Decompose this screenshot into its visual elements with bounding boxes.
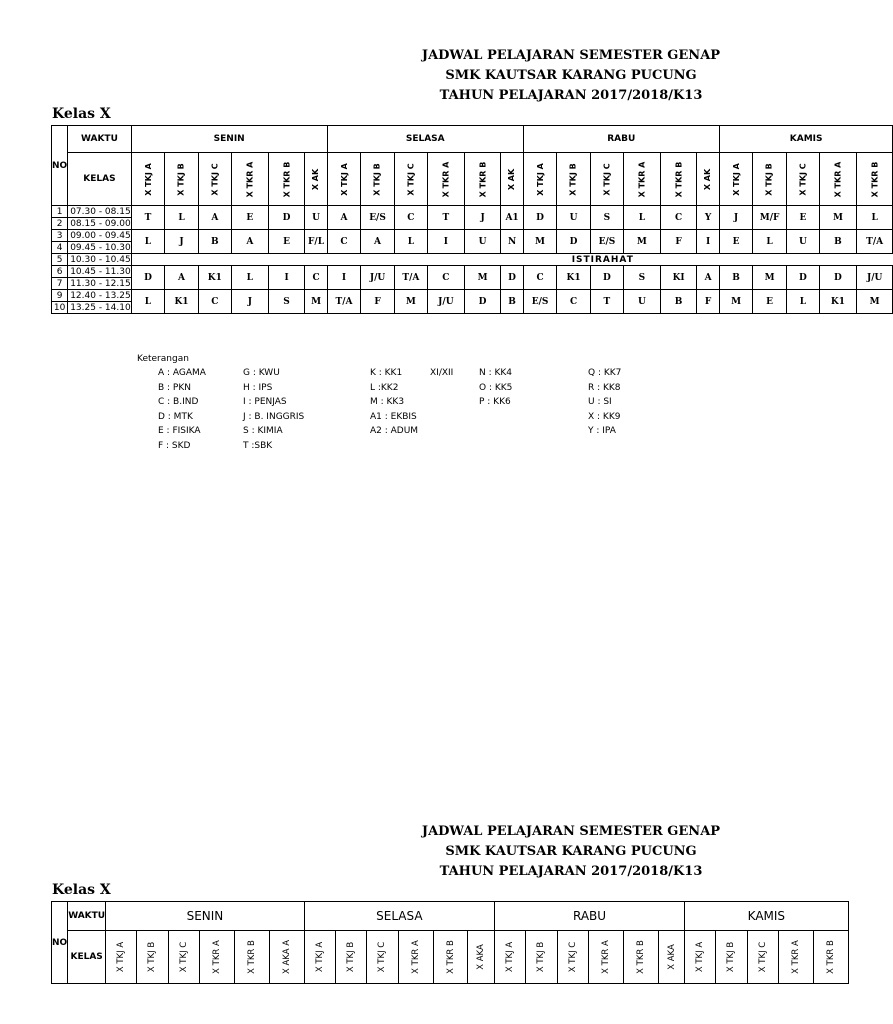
subject-cell: Y: [697, 206, 719, 230]
day-header-rabu: RABU: [494, 902, 684, 931]
class-header-label: X TKR A: [637, 161, 647, 197]
header-kelas: KELAS: [68, 153, 132, 206]
class-header-label: X AK: [311, 168, 321, 190]
subject-cell: K1: [165, 290, 198, 314]
subject-cell: M: [394, 290, 427, 314]
subject-cell: A: [165, 266, 198, 290]
class-header: [856, 153, 893, 206]
day-header-rabu: RABU: [523, 126, 719, 153]
class-header-label: X TKJ B: [536, 941, 547, 973]
row-no: 9: [52, 290, 68, 302]
subject-cell: J: [165, 230, 198, 254]
subject-cell: M: [820, 206, 857, 230]
class-header: [428, 153, 465, 206]
subject-cell: M: [523, 230, 557, 254]
class-header-label: X TKJ B: [346, 941, 357, 973]
legend-item: N : KK4: [479, 368, 513, 378]
subject-cell: E/S: [523, 290, 557, 314]
row-no: 2: [52, 218, 68, 230]
subject-cell: B: [660, 290, 697, 314]
legend-item: P : KK6: [479, 397, 511, 407]
class-header: [660, 153, 697, 206]
subject-cell: D: [268, 206, 305, 230]
legend-item: J : B. INGGRIS: [243, 411, 305, 422]
class-header-label: X TKR B: [246, 940, 257, 974]
row-time: 10.30 - 10.45: [68, 254, 132, 266]
title-line-2: SMK KAUTSAR KARANG PUCUNG: [445, 844, 697, 859]
subject-cell: L: [131, 290, 165, 314]
class-header: [231, 153, 268, 206]
class-header: [753, 153, 786, 206]
legend-item: C : B.IND: [158, 397, 199, 407]
subject-cell: F: [697, 290, 719, 314]
table-row: [52, 230, 893, 242]
subject-cell: T/A: [394, 266, 427, 290]
subject-cell: S: [624, 266, 661, 290]
subject-cell: D: [523, 206, 557, 230]
row-time: 12.40 - 13.25: [68, 290, 132, 302]
legend-item: L :KK2: [370, 382, 399, 393]
subject-cell: J: [231, 290, 268, 314]
legend-item: G : KWU: [243, 368, 280, 378]
row-no: 5: [52, 254, 68, 266]
class-header: [589, 931, 624, 984]
subject-cell: J: [464, 206, 501, 230]
schedule-table: [51, 125, 893, 314]
class-header-label: X TKJ C: [179, 941, 189, 973]
subject-cell: C: [394, 206, 427, 230]
subject-cell: S: [268, 290, 305, 314]
class-header: [523, 153, 557, 206]
class-header-label: X TKJ C: [798, 162, 808, 196]
header-kelas: KELAS: [68, 931, 106, 984]
istirahat-label: ISTIRAHAT: [571, 254, 634, 265]
row-no: 1: [52, 206, 68, 218]
row-time: 07.30 - 08.15: [68, 206, 132, 218]
class-header-label: X TKR A: [212, 940, 223, 974]
subject-cell: L: [394, 230, 427, 254]
day-header-kamis: KAMIS: [685, 902, 849, 931]
class-header-label: X TKR B: [445, 940, 456, 974]
subject-cell: C: [305, 266, 327, 290]
subject-cell: D: [786, 266, 819, 290]
subject-cell: I: [428, 230, 465, 254]
class-header-label: X TKJ A: [505, 941, 516, 973]
table-row: [52, 254, 893, 266]
class-header: [494, 931, 525, 984]
legend-item: M : KK3: [370, 397, 405, 407]
legend-item: D : MTK: [158, 411, 193, 422]
subject-cell: T: [131, 206, 165, 230]
title-line-2: SMK KAUTSAR KARANG PUCUNG: [445, 68, 697, 83]
class-header: [685, 931, 716, 984]
class-header: [590, 153, 623, 206]
class-header-label: X TKJ A: [695, 941, 706, 973]
class-header: [336, 931, 367, 984]
legend-item: H : IPS: [243, 382, 273, 393]
legend-col-3: [370, 366, 418, 439]
title-line-1: JADWAL PELAJARAN SEMESTER GENAP: [421, 824, 721, 839]
subject-cell: C: [428, 266, 465, 290]
subject-cell: J: [719, 206, 753, 230]
class-header-label: X TKR B: [825, 940, 836, 974]
row-no: 4: [52, 242, 68, 254]
legend-item: A1 : EKBIS: [370, 411, 417, 422]
class-header: [623, 931, 658, 984]
subject-cell: F: [361, 290, 394, 314]
row-time: 13.25 - 14.10: [68, 302, 132, 314]
subject-cell: L: [786, 290, 819, 314]
class-header: [624, 153, 661, 206]
subject-cell: A: [327, 206, 361, 230]
subject-cell: U: [464, 230, 501, 254]
class-header-label: X TKR A: [245, 161, 255, 197]
subject-cell: J/U: [428, 290, 465, 314]
subject-cell: I: [268, 266, 305, 290]
class-header-label: X TKJ B: [726, 941, 737, 973]
class-header-label: X TKJ C: [210, 162, 220, 196]
class-header: [106, 931, 137, 984]
legend-col-5: [588, 366, 621, 439]
class-header: [198, 153, 231, 206]
title-line-3: TAHUN PELAJARAN 2017/2018/K13: [439, 864, 703, 879]
subject-cell: B: [719, 266, 753, 290]
subject-cell: M: [719, 290, 753, 314]
subject-cell: K1: [820, 290, 857, 314]
class-header-label: X TKR A: [441, 161, 451, 197]
subject-cell: A1: [501, 206, 523, 230]
subject-cell: D: [590, 266, 623, 290]
day-header-kamis: KAMIS: [719, 126, 893, 153]
class-header-label: X AKA: [476, 944, 487, 970]
header-waktu: WAKTU: [68, 902, 106, 931]
table-row: [52, 290, 893, 302]
table-row: [52, 206, 893, 218]
subject-cell: F/L: [305, 230, 327, 254]
subject-cell: M: [624, 230, 661, 254]
subject-cell: S: [590, 206, 623, 230]
legend-item: Q : KK7: [588, 368, 622, 378]
legend-item: S : KIMIA: [243, 426, 283, 436]
class-header-label: X AK: [507, 168, 517, 190]
row-no: 7: [52, 278, 68, 290]
class-header: [433, 931, 468, 984]
subject-cell: N: [501, 230, 523, 254]
class-header-label: X AK: [703, 168, 713, 190]
row-time: 09.00 - 09.45: [68, 230, 132, 242]
subject-cell: E: [786, 206, 819, 230]
subject-cell: E/S: [361, 206, 394, 230]
class-header: [304, 931, 335, 984]
subject-cell: I: [327, 266, 361, 290]
subject-cell: U: [786, 230, 819, 254]
legend-item: R : KK8: [588, 382, 621, 393]
class-header-label: X TKJ A: [143, 162, 153, 196]
class-header: [716, 931, 747, 984]
legend-col-3-tag: XI/XII: [430, 368, 454, 378]
subject-cell: T/A: [856, 230, 893, 254]
row-no: 6: [52, 266, 68, 278]
subject-cell: E: [719, 230, 753, 254]
class-header-label: X TKJ B: [569, 162, 579, 196]
subject-cell: L: [165, 206, 198, 230]
subject-cell: U: [557, 206, 590, 230]
legend-item: A : AGAMA: [158, 368, 206, 378]
class-header: [501, 153, 523, 206]
class-header-label: X TKJ A: [339, 162, 349, 196]
class-header-label: X TKJ B: [765, 162, 775, 196]
class-header-label: X TKR B: [635, 940, 646, 974]
class-header: [468, 931, 495, 984]
class-header: [526, 931, 557, 984]
class-header-label: X TKR A: [410, 940, 421, 974]
class-header: [168, 931, 199, 984]
subject-cell: A: [361, 230, 394, 254]
day-header-selasa: SELASA: [327, 126, 523, 153]
class-header: [131, 153, 165, 206]
row-time: 10.45 - 11.30: [68, 266, 132, 278]
subject-cell: I: [697, 230, 719, 254]
row-no: 10: [52, 302, 68, 314]
class-header-label: X TKR B: [870, 161, 880, 197]
legend-col-1: [158, 366, 206, 453]
class-header: [394, 153, 427, 206]
kelas-label: Kelas X: [52, 882, 111, 898]
class-header: [305, 153, 327, 206]
row-time: 09.45 - 10.30: [68, 242, 132, 254]
legend-col-4: [479, 366, 512, 410]
subject-cell: KI: [660, 266, 697, 290]
subject-cell: D: [820, 266, 857, 290]
class-header-label: X TKJ B: [373, 162, 383, 196]
subject-cell: L: [131, 230, 165, 254]
table-row: [52, 266, 893, 278]
subject-cell: K1: [198, 266, 231, 290]
subject-cell: B: [198, 230, 231, 254]
legend-item: A2 : ADUM: [370, 426, 419, 436]
class-header-label: X TKR B: [478, 161, 488, 197]
subject-cell: U: [624, 290, 661, 314]
class-header: [137, 931, 168, 984]
subject-cell: E/S: [590, 230, 623, 254]
legend-item: Y : IPA: [588, 426, 616, 436]
class-header-label: X AKA A: [281, 939, 292, 975]
subject-cell: C: [198, 290, 231, 314]
day-header-senin: SENIN: [131, 126, 327, 153]
class-header: [327, 153, 361, 206]
class-header-label: X AKA: [666, 944, 677, 970]
class-header: [820, 153, 857, 206]
day-header-senin: SENIN: [106, 902, 305, 931]
class-header-label: X TKJ C: [602, 162, 612, 196]
subject-cell: E: [231, 206, 268, 230]
class-header-label: X TKJ C: [757, 941, 768, 973]
row-time: 11.30 - 12.15: [68, 278, 132, 290]
legend-item: F : SKD: [158, 440, 191, 451]
class-header: [269, 931, 304, 984]
class-header: [268, 153, 305, 206]
subject-cell: C: [557, 290, 590, 314]
class-header: [658, 931, 685, 984]
class-header: [361, 153, 394, 206]
subject-cell: J/U: [856, 266, 893, 290]
subject-cell: K1: [557, 266, 590, 290]
day-header-selasa: SELASA: [304, 902, 494, 931]
subject-cell: A: [697, 266, 719, 290]
subject-cell: B: [501, 290, 523, 314]
subject-cell: C: [523, 266, 557, 290]
subject-cell: C: [660, 206, 697, 230]
legend-item: I : PENJAS: [243, 397, 287, 407]
class-header-label: X TKJ A: [535, 162, 545, 196]
class-header-label: X TKJ C: [406, 162, 416, 196]
legend-item: U : SI: [588, 397, 612, 407]
class-header: [165, 153, 198, 206]
class-header-label: X TKJ C: [377, 941, 388, 973]
class-header-label: X TKJ A: [116, 941, 127, 973]
subject-cell: A: [231, 230, 268, 254]
class-header: [747, 931, 778, 984]
class-header: [813, 931, 848, 984]
class-header: [779, 931, 814, 984]
subject-cell: U: [305, 206, 327, 230]
subject-cell: T: [590, 290, 623, 314]
subject-cell: L: [856, 206, 893, 230]
title-line-3: TAHUN PELAJARAN 2017/2018/K13: [439, 88, 703, 103]
subject-cell: C: [327, 230, 361, 254]
header-no: NO: [52, 902, 68, 984]
subject-cell: F: [660, 230, 697, 254]
row-no: 3: [52, 230, 68, 242]
class-header: [697, 153, 719, 206]
header-waktu: WAKTU: [68, 126, 132, 153]
legend-item: E : FISIKA: [158, 426, 201, 436]
class-header: [719, 153, 753, 206]
legend-item: O : KK5: [479, 382, 513, 393]
legend-item: B : PKN: [158, 382, 191, 393]
subject-cell: J/U: [361, 266, 394, 290]
class-header-label: X TKR A: [600, 940, 611, 974]
legend-title: Keterangan: [137, 354, 189, 364]
kelas-label: Kelas X: [52, 106, 111, 122]
class-header-label: X TKR B: [282, 161, 292, 197]
legend-col-2: [243, 366, 304, 453]
subject-cell: L: [624, 206, 661, 230]
subject-cell: A: [198, 206, 231, 230]
class-header-label: X TKJ B: [176, 162, 186, 196]
legend-item: X : KK9: [588, 411, 621, 422]
subject-cell: E: [753, 290, 786, 314]
class-header-label: X TKJ A: [731, 162, 741, 196]
title-line-1: JADWAL PELAJARAN SEMESTER GENAP: [421, 48, 721, 63]
subject-cell: L: [753, 230, 786, 254]
class-header-label: X TKR A: [791, 940, 802, 974]
subject-cell: L: [231, 266, 268, 290]
subject-cell: D: [501, 266, 523, 290]
subject-cell: T: [428, 206, 465, 230]
subject-cell: D: [464, 290, 501, 314]
legend-item: T :SBK: [243, 440, 273, 451]
class-header: [200, 931, 235, 984]
class-header: [786, 153, 819, 206]
subject-cell: M: [753, 266, 786, 290]
class-header: [557, 153, 590, 206]
class-header-label: X TKR A: [833, 161, 843, 197]
row-time: 08.15 - 09.00: [68, 218, 132, 230]
subject-cell: D: [131, 266, 165, 290]
class-header-label: X TKJ A: [314, 941, 325, 973]
class-header-label: X TKJ B: [147, 941, 158, 973]
schedule-table-2: [51, 901, 849, 984]
subject-cell: M: [856, 290, 893, 314]
class-header: [557, 931, 588, 984]
class-header: [464, 153, 501, 206]
class-header-label: X TKJ C: [567, 941, 578, 973]
subject-cell: M: [305, 290, 327, 314]
class-header: [367, 931, 398, 984]
subject-cell: E: [268, 230, 305, 254]
class-header-label: X TKR B: [674, 161, 684, 197]
legend-item: K : KK1: [370, 368, 403, 378]
class-header: [398, 931, 433, 984]
header-no: NO: [52, 126, 68, 206]
subject-cell: T/A: [327, 290, 361, 314]
subject-cell: M/F: [753, 206, 786, 230]
subject-cell: D: [557, 230, 590, 254]
class-header: [234, 931, 269, 984]
subject-cell: B: [820, 230, 857, 254]
subject-cell: M: [464, 266, 501, 290]
